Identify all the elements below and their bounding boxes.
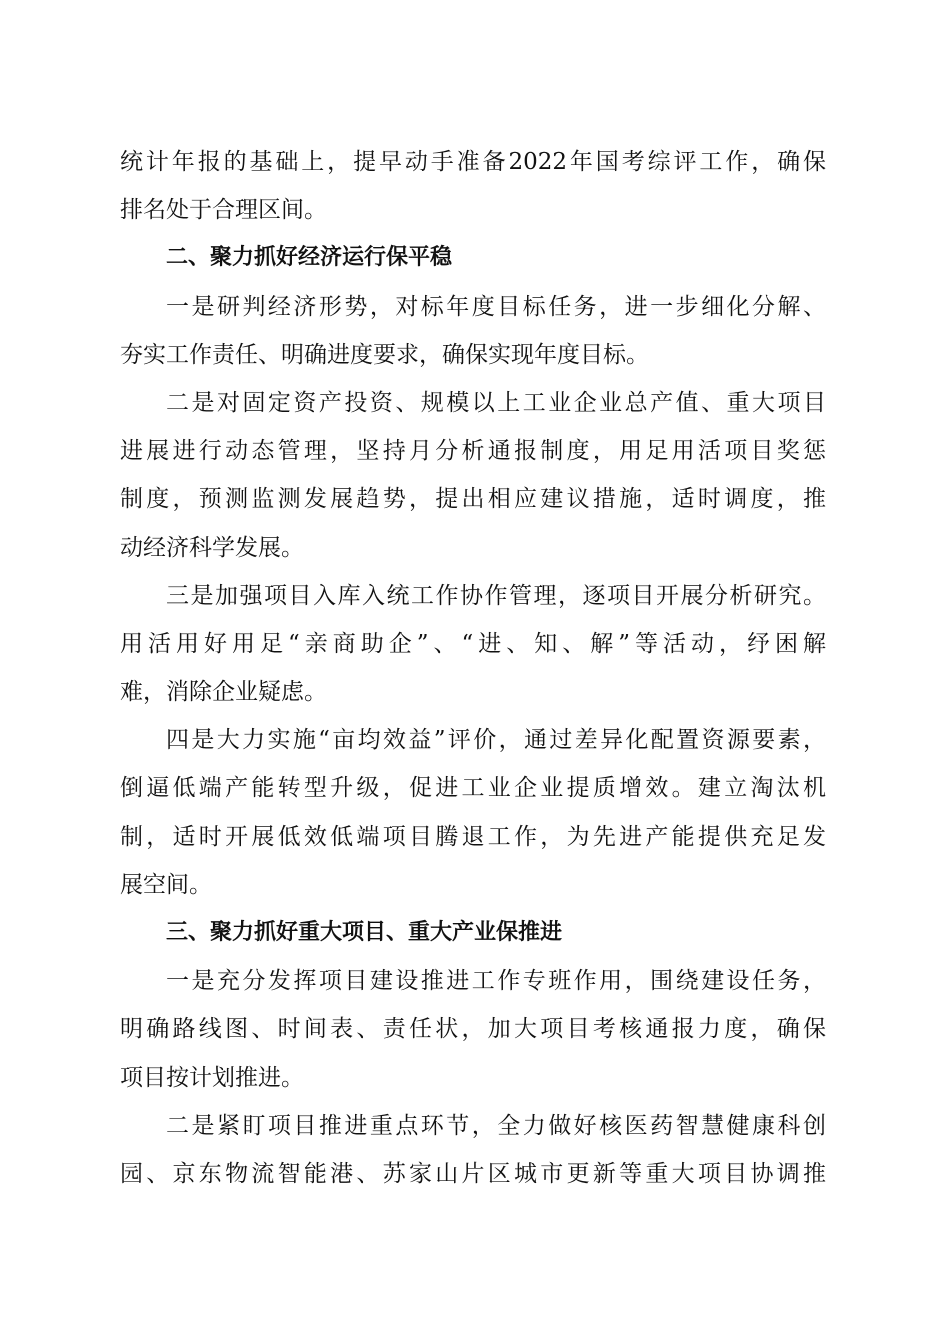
paragraph-first-line: 四是大力实施“亩均效益”评价，通过差异化配置资源要素， [166,727,826,754]
body-text-line: 项目按计划推进。 [120,1064,304,1091]
body-text-line: 进展进行动态管理，坚持月分析通报制度，用足用活项目奖惩 [120,438,826,465]
paragraph-first-line: 三是加强项目入库入统工作协作管理，逐项目开展分析研究。 [166,582,826,609]
body-text-line: 统计年报的基础上，提早动手准备2022年国考综评工作，确保 [120,149,826,175]
body-text-line: 明确路线图、时间表、责任状，加大项目考核通报力度，确保 [120,1016,826,1043]
body-text-line: 制，适时开展低效低端项目腾退工作，为先进产能提供充足发 [120,823,826,850]
paragraph-first-line: 一是充分发挥项目建设推进工作专班作用，围绕建设任务， [166,968,826,995]
body-text-line: 用活用好用足“亲商助企”、“进、知、解”等活动，纾困解 [120,630,826,657]
body-text-line: 倒逼低端产能转型升级，促进工业企业提质增效。建立淘汰机 [120,775,826,802]
section-heading: 二、聚力抓好经济运行保平稳 [166,245,453,271]
body-text-line: 制度，预测监测发展趋势，提出相应建议措施，适时调度，推 [120,486,826,513]
paragraph-first-line: 二是对固定资产投资、规模以上工业企业总产值、重大项目 [166,389,826,416]
section-heading: 三、聚力抓好重大项目、重大产业保推进 [166,920,563,945]
body-text-line: 展空间。 [120,871,212,898]
body-text-line: 园、京东物流智能港、苏家山片区城市更新等重大项目协调推 [120,1160,826,1187]
body-text-line: 动经济科学发展。 [120,534,304,561]
body-text-line: 难，消除企业疑虑。 [120,679,327,706]
body-text-line: 夯实工作责任、明确进度要求，确保实现年度目标。 [120,341,649,368]
body-text-line: 排名处于合理区间。 [120,197,327,224]
paragraph-first-line: 二是紧盯项目推进重点环节，全力做好核医药智慧健康科创 [166,1112,826,1139]
document-body [120,138,826,1198]
paragraph-first-line: 一是研判经济形势，对标年度目标任务，进一步细化分解、 [166,293,826,320]
